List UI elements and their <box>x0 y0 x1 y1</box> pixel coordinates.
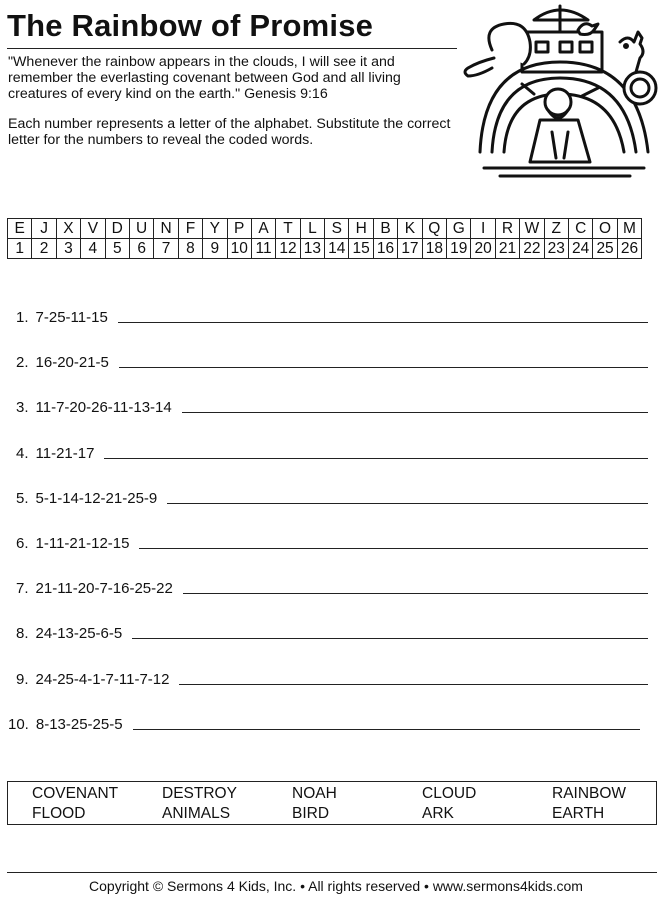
cipher-letter: A <box>251 219 275 239</box>
cipher-letter: R <box>495 219 519 239</box>
answer-line[interactable] <box>179 683 648 685</box>
cipher-letter: O <box>593 219 617 239</box>
cipher-number: 3 <box>56 239 80 259</box>
cipher-number: 17 <box>398 239 422 259</box>
word-bank <box>7 781 657 825</box>
bible-verse: "Whenever the rainbow appears in the clouds, I will see it and remember the everlasting covenant between God and all living creatures of every kind on the earth." Genesis 9:16 <box>8 54 401 102</box>
answer-line[interactable] <box>183 592 648 594</box>
answer-line[interactable] <box>104 457 648 459</box>
puzzle-number: 10. <box>8 715 29 733</box>
cipher-number: 14 <box>325 239 349 259</box>
puzzle-code: 16-20-21-5 <box>35 354 109 372</box>
cipher-number: 12 <box>276 239 300 259</box>
puzzle-code: 24-25-4-1-7-11-7-12 <box>35 670 170 688</box>
cipher-number: 8 <box>178 239 202 259</box>
word-bank-word: DESTROY <box>162 785 237 802</box>
cipher-letter: H <box>349 219 373 239</box>
cipher-number: 1 <box>8 239 32 259</box>
cipher-letter: T <box>276 219 300 239</box>
word-bank-word: CLOUD <box>422 785 477 802</box>
cipher-letter: V <box>81 219 105 239</box>
puzzle-item <box>16 438 648 462</box>
cipher-letter: C <box>568 219 592 239</box>
cipher-number: 23 <box>544 239 568 259</box>
answer-line[interactable] <box>167 502 648 504</box>
noah-ark-illustration-icon <box>460 2 665 180</box>
puzzle-item <box>16 302 648 326</box>
word-bank-word: ANIMALS <box>162 805 231 822</box>
puzzle-code: 7-25-11-15 <box>35 309 108 326</box>
puzzle-code: 8-13-25-25-5 <box>35 715 123 733</box>
puzzle-item <box>16 392 648 416</box>
cipher-letter: D <box>105 219 129 239</box>
cipher-letter: N <box>154 219 178 239</box>
instructions-text: Each number represents a letter of the alphabet. Substitute the correct letter for the numbers to reveal the coded words. <box>8 116 451 148</box>
puzzle-item <box>16 664 648 688</box>
cipher-letter: W <box>520 219 544 239</box>
puzzle-number: 7. <box>16 580 29 598</box>
cipher-letter: K <box>398 219 422 239</box>
cipher-letter: U <box>129 219 153 239</box>
puzzle-number: 2. <box>16 354 29 372</box>
footer-copyright: Copyright © Sermons 4 Kids, Inc. • All rights reserved • www.sermons4kids.com <box>89 878 583 894</box>
cipher-number: 25 <box>593 239 617 259</box>
cipher-letter: I <box>471 219 495 239</box>
cipher-number: 5 <box>105 239 129 259</box>
cipher-letter: X <box>56 219 80 239</box>
puzzle-code: 21-11-20-7-16-25-22 <box>35 580 173 598</box>
cipher-letter: Q <box>422 219 446 239</box>
puzzle-item <box>16 483 648 507</box>
cipher-number: 20 <box>471 239 495 259</box>
cipher-number: 22 <box>520 239 544 259</box>
puzzle-item <box>16 528 648 552</box>
cipher-table <box>7 218 642 259</box>
puzzle-number: 9. <box>16 670 29 688</box>
cipher-number: 13 <box>300 239 324 259</box>
cipher-letter: J <box>32 219 56 239</box>
answer-line[interactable] <box>132 637 648 639</box>
word-bank-row <box>8 805 656 825</box>
cipher-letter: Z <box>544 219 568 239</box>
puzzle-code: 24-13-25-6-5 <box>35 625 123 643</box>
word-bank-word: BIRD <box>292 805 330 822</box>
cipher-number: 24 <box>568 239 592 259</box>
answer-line[interactable] <box>133 728 640 730</box>
puzzle-code: 5-1-14-12-21-25-9 <box>35 489 158 507</box>
cipher-number: 9 <box>203 239 227 259</box>
cipher-number: 21 <box>495 239 519 259</box>
cipher-letter: Y <box>203 219 227 239</box>
page-title: The Rainbow of Promise <box>7 8 374 43</box>
puzzle-item <box>16 347 648 371</box>
answer-line[interactable] <box>118 321 648 323</box>
puzzle-code: 11-21-17 <box>35 444 95 462</box>
cipher-letter: B <box>373 219 397 239</box>
word-bank-word: ARK <box>422 805 454 822</box>
cipher-number: 26 <box>617 239 641 259</box>
footer-divider <box>7 872 657 873</box>
puzzle-number: 5. <box>16 489 29 507</box>
cipher-number: 4 <box>81 239 105 259</box>
puzzle-number: 4. <box>16 444 29 462</box>
cipher-numbers-row <box>8 239 642 259</box>
puzzle-code: 11-7-20-26-11-13-14 <box>35 399 172 417</box>
cipher-letter: E <box>8 219 32 239</box>
title-divider <box>7 48 457 49</box>
word-bank-word: NOAH <box>292 785 337 802</box>
cipher-number: 10 <box>227 239 251 259</box>
cipher-number: 18 <box>422 239 446 259</box>
cipher-letter: S <box>325 219 349 239</box>
word-bank-word: EARTH <box>552 805 605 822</box>
answer-line[interactable] <box>182 411 648 413</box>
puzzle-item <box>16 573 648 597</box>
cipher-letter: G <box>447 219 471 239</box>
word-bank-word: COVENANT <box>32 785 119 802</box>
cipher-number: 11 <box>251 239 275 259</box>
cipher-letter: P <box>227 219 251 239</box>
puzzle-code: 1-11-21-12-15 <box>35 535 130 552</box>
answer-line[interactable] <box>139 547 648 549</box>
cipher-number: 16 <box>373 239 397 259</box>
puzzle-number: 8. <box>16 625 29 643</box>
puzzle-number: 6. <box>16 535 29 552</box>
cipher-number: 15 <box>349 239 373 259</box>
cipher-letter: L <box>300 219 324 239</box>
puzzle-number: 3. <box>16 399 29 417</box>
cipher-number: 7 <box>154 239 178 259</box>
cipher-letter: M <box>617 219 641 239</box>
cipher-letters-row <box>8 219 642 239</box>
cipher-number: 6 <box>129 239 153 259</box>
cipher-number: 19 <box>447 239 471 259</box>
puzzle-item <box>16 618 648 642</box>
answer-line[interactable] <box>119 366 648 368</box>
puzzle-item <box>8 709 640 733</box>
cipher-letter: F <box>178 219 202 239</box>
word-bank-row <box>8 785 656 805</box>
word-bank-word: RAINBOW <box>552 785 627 802</box>
puzzle-number: 1. <box>16 309 29 326</box>
word-bank-word: FLOOD <box>32 805 86 822</box>
cipher-number: 2 <box>32 239 56 259</box>
